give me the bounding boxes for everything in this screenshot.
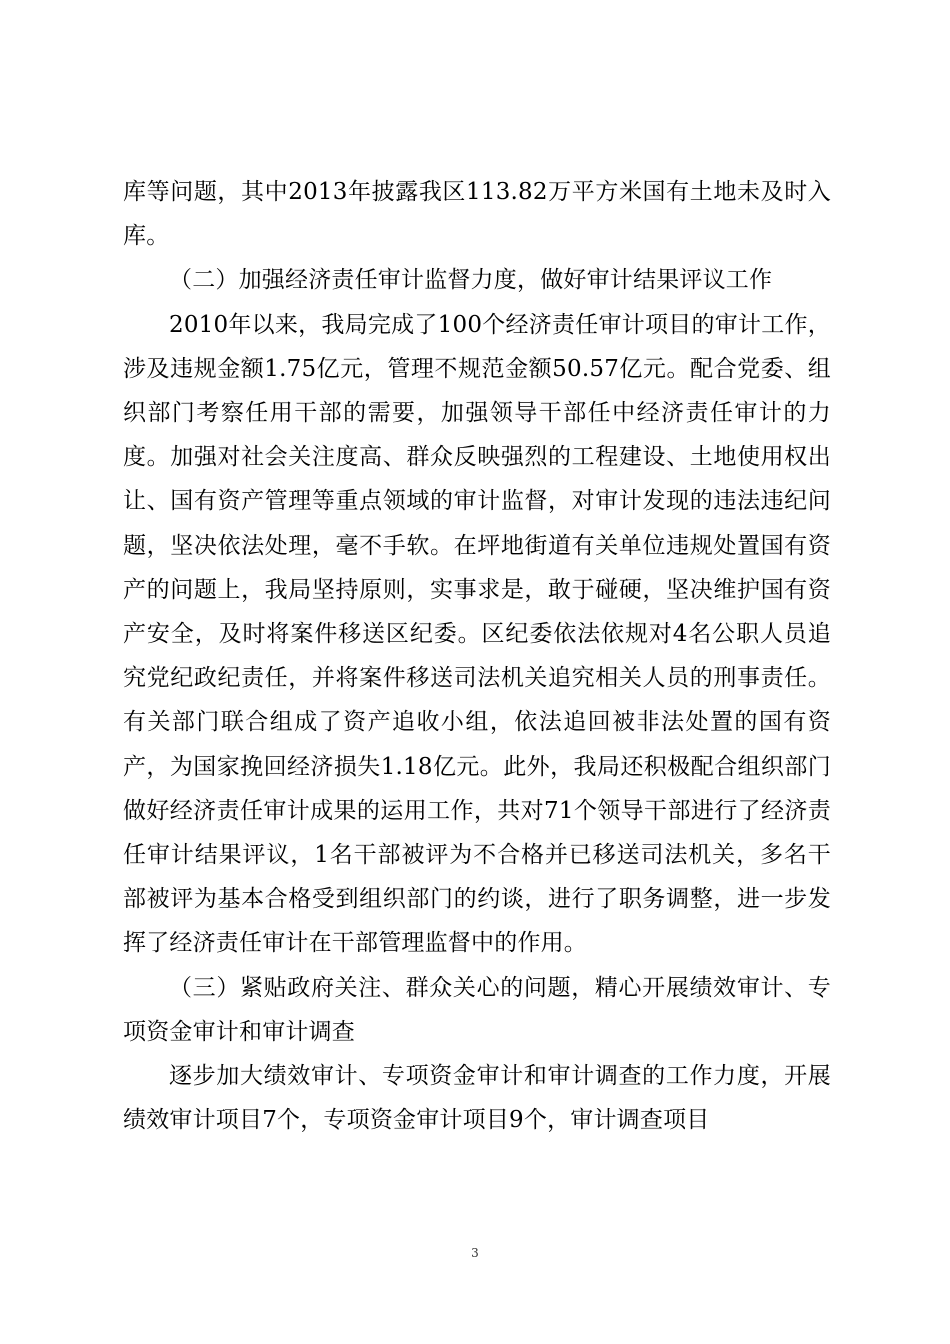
paragraph-economic-responsibility: 2010年以来，我局完成了100个经济责任审计项目的审计工作，涉及违规金额1.75亿元，管理不规范金额50.57亿元。配合党委、组织部门考察任用干部的需要，加强领导干部任中经济责任审计的力度。加强对社会关注度高、群众反映强烈的工程建设、土地使用权出让、国有资产管理等重点领域的审计监督，对审计发现的违法违纪问题，坚决依法处理，毫不手软。在坪地街道有关单位违规处置国有资产的问题上，我局坚持原则，实事求是，敢于碰硬，坚决维护国有资产安全，及时将案件移送区纪委。区纪委依法依规对4名公职人员追究党纪政纪责任，并将案件移送司法机关追究相关人员的刑事责任。有关部门联合组成了资产追收小组，依法追回被非法处置的国有资产，为国家挽回经济损失1.18亿元。此外，我局还积极配合组织部门做好经济责任审计成果的运用工作，共对71个领导干部进行了经济责任审计结果评议，1名干部被评为不合格并已移送司法机关，多名干部被评为基本合格受到组织部门的约谈，进行了职务调整，进一步发挥了经济责任审计在干部管理监督中的作用。 [123,311,831,957]
section-heading-performance-audit: （三）紧贴政府关注、群众关心的问题，精心开展绩效审计、专项资金审计和审计调查 [123,974,831,1045]
section-heading-economic-responsibility: （二）加强经济责任审计监督力度，做好审计结果评议工作 [169,267,773,294]
document-body [123,170,831,1142]
paragraph-land-storage: 库等问题，其中2013年披露我区113.82万平方米国有土地未及时入库。 [123,179,831,250]
page-number: 3 [471,1246,479,1260]
paragraph-performance-audit: 逐步加大绩效审计、专项资金审计和审计调查的工作力度，开展绩效审计项目7个，专项资金审计项目9个，审计调查项目 [123,1063,831,1134]
